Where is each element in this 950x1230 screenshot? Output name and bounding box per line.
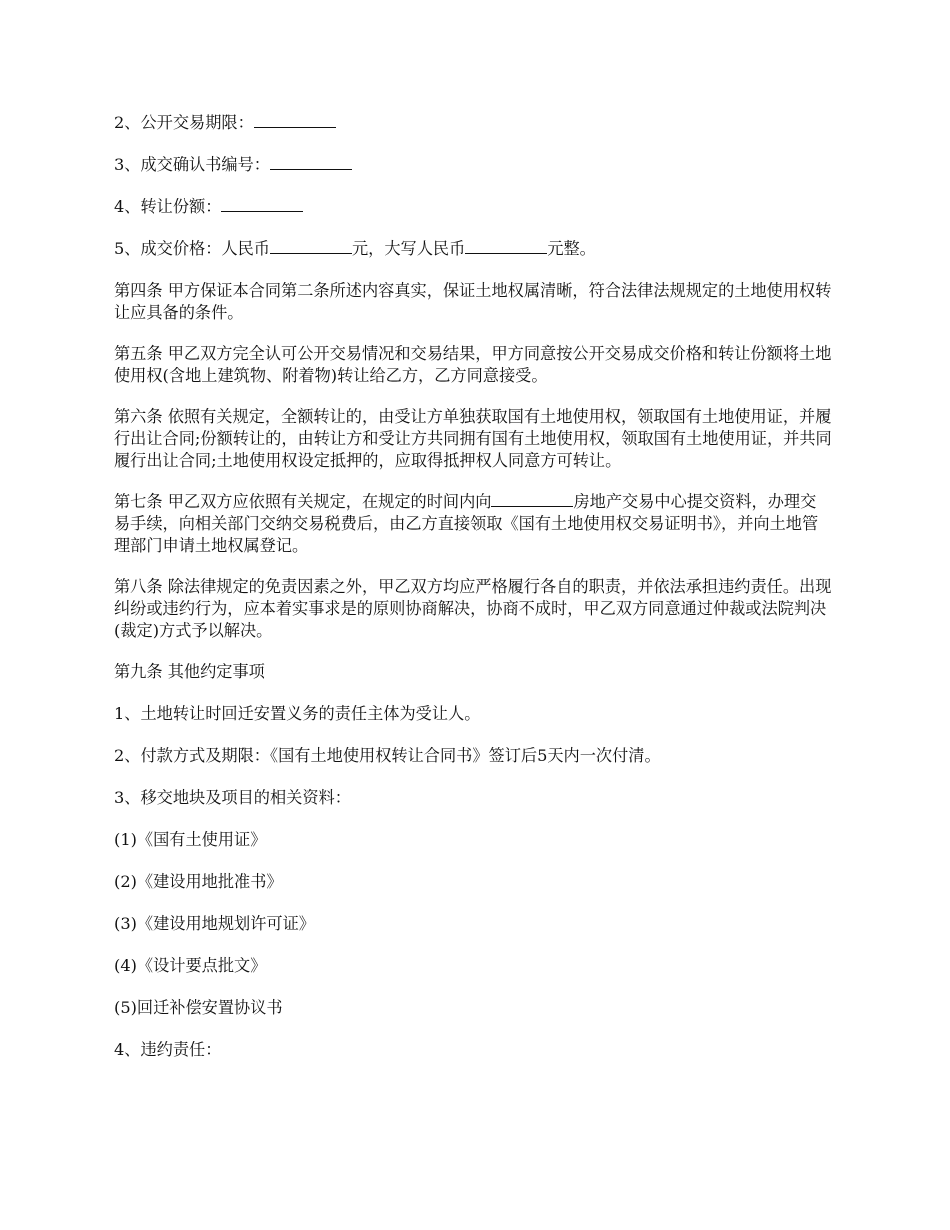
article-8: 第八条 除法律规定的免责因素之外，甲乙双方均应严格履行各自的职责，并依法承担违约责任。出现纠纷或违约行为，应本着实事求是的原则协商解决，协商不成时，甲乙双方同意通过仲裁或法院判决(裁定)方式予以解决。 (114, 577, 832, 640)
document-list-item-3: (3)《建设用地规划许可证》 (114, 914, 315, 933)
item-text: 元整。 (547, 239, 596, 258)
article-7-text: 第七条 甲乙双方应依照有关规定，在规定的时间内向 (114, 492, 492, 511)
document-list-item-4: (4)《设计要点批文》 (114, 956, 267, 975)
other-item-3: 3、移交地块及项目的相关资料： (114, 788, 351, 807)
item-transfer-share (114, 196, 832, 218)
other-item-4: 4、违约责任： (114, 1040, 222, 1059)
item-label: 5、成交价格：人民币 (114, 239, 270, 258)
document-list-item-5: (5)回迁补偿安置协议书 (114, 998, 283, 1017)
blank-line (270, 154, 352, 170)
item-text: 元，大写人民币 (352, 239, 466, 258)
item-label: 3、成交确认书编号： (114, 155, 270, 174)
blank-line (254, 112, 336, 128)
article-4: 第四条 甲方保证本合同第二条所述内容真实，保证土地权属清晰，符合法律法规规定的土地使用权转让应具备的条件。 (114, 281, 832, 322)
item-confirmation-number (114, 154, 832, 176)
other-item-2: 2、付款方式及期限：《国有土地使用权转让合同书》签订后5天内一次付清。 (114, 746, 661, 765)
article-7-text: 房地产交易中心提交资料，办理交易手续，向相关部门交纳交易税费后，由乙方直接领取《国有土地使用权交易证明书》，并向土地管理部门申请土地权属登记。 (114, 492, 819, 555)
item-label: 2、公开交易期限： (114, 113, 254, 132)
article-6: 第六条 依照有关规定，全额转让的，由受让方单独获取国有土地使用权，领取国有土地使用证，并履行出让合同;份额转让的，由转让方和受让方共同拥有国有土地使用权，领取国有土地使用证，并共同履行出让合同;土地使用权设定抵押的，应取得抵押权人同意方可转让。 (114, 407, 832, 470)
item-label: 4、转让份额： (114, 197, 222, 216)
item-public-trading-period (114, 112, 832, 134)
article-9: 第九条 其他约定事项 (114, 662, 265, 681)
article-5: 第五条 甲乙双方完全认可公开交易情况和交易结果，甲方同意按公开交易成交价格和转让份额将土地使用权(含地上建筑物、附着物)转让给乙方，乙方同意接受。 (114, 344, 832, 385)
blank-line (465, 238, 547, 254)
document-list-item-1: (1)《国有土使用证》 (114, 830, 267, 849)
blank-line (491, 491, 573, 507)
document-body (114, 112, 832, 1081)
blank-line (221, 196, 303, 212)
other-item-1: 1、土地转让时回迁安置义务的责任主体为受让人。 (114, 704, 481, 723)
blank-line (270, 238, 352, 254)
item-transaction-price (114, 238, 832, 260)
document-list-item-2: (2)《建设用地批准书》 (114, 872, 283, 891)
article-7 (114, 491, 832, 557)
